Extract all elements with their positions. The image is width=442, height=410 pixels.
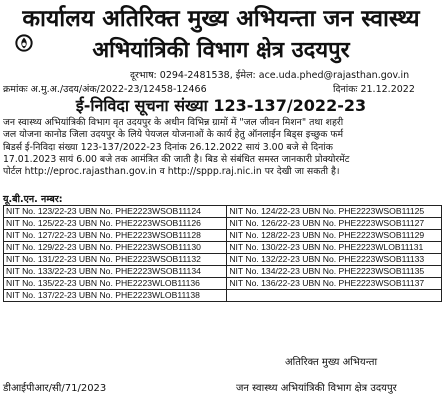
signatory-title: अतिरिक्त मुख्य अभियन्ता xyxy=(285,357,378,368)
table-cell: NIT No. 134/22-23 UBN No. PHE2223WSOB11135 xyxy=(227,266,442,278)
table-row xyxy=(4,230,442,242)
table-cell: NIT No. 131/22-23 UBN No. PHE2223WSOB11132 xyxy=(4,254,227,266)
notice-body-line: जल योजना कानोड जिला उदयपुर के लिये पेयजल योजनाओं के कार्य हेतु ऑनलाईन बिड्स इच्छुक फर्म xyxy=(3,129,344,141)
notice-body-line: बिडर्स ई-निविदा संख्या 123-137/2022-23 दिनांक 26.12.2022 सायं 3.00 बजे से दिनांक xyxy=(3,141,333,153)
ubn-heading: यू.बी.एन. नम्बर: xyxy=(3,194,63,205)
table-cell: NIT No. 130/22-23 UBN No. PHE2223WLOB11131 xyxy=(227,242,442,254)
table-cell: NIT No. 137/22-23 UBN No. PHE2223WLOB11138 xyxy=(4,290,227,302)
table-row xyxy=(4,278,442,290)
table-cell: NIT No. 124/22-23 UBN No. PHE2223WSOB11125 xyxy=(227,206,442,218)
table-cell xyxy=(227,290,442,302)
table-cell: NIT No. 123/22-23 UBN No. PHE2223WSOB11124 xyxy=(4,206,227,218)
table-cell: NIT No. 126/22-23 UBN No. PHE2223WSOB11127 xyxy=(227,218,442,230)
reference-number: क्रमांकः अ.मु.अ./उदय/अंक/2022-23/12458-12466 xyxy=(3,84,207,95)
contact-info: दूरभाष: 0294-2481538, ईमेल: ace.uda.phed@rajasthan.gov.in xyxy=(130,70,410,81)
table-cell: NIT No. 132/22-23 UBN No. PHE2223WSOB11133 xyxy=(227,254,442,266)
table-cell: NIT No. 135/22-23 UBN No. PHE2223WLOB11136 xyxy=(4,278,227,290)
table-row xyxy=(4,206,442,218)
notice-body-line: जन स्वास्थ्य अभियांत्रिकी विभाग वृत उदयपुर के अधीन विभिन्न ग्रामों में "जल जीवन मिशन" तथा शहरी xyxy=(3,117,344,128)
table-cell: NIT No. 125/22-23 UBN No. PHE2223WSOB11126 xyxy=(4,218,227,230)
table-row xyxy=(4,290,442,302)
table-cell: NIT No. 133/22-23 UBN No. PHE2223WSOB11134 xyxy=(4,266,227,278)
reference-line xyxy=(3,83,439,96)
table-cell: NIT No. 136/22-23 UBN No. PHE2223WSOB11137 xyxy=(227,278,442,290)
table-row xyxy=(4,266,442,278)
notice-body xyxy=(3,117,442,178)
table-cell: NIT No. 128/22-23 UBN No. PHE2223WSOB11129 xyxy=(227,230,442,242)
tender-notice-title: ई-निविदा सूचना संख्या 123-137/2022-23 xyxy=(75,96,367,115)
notice-body-line: पोर्टल http://eproc.rajasthan.gov.in व http://sppp.raj.nic.in पर देखी जा सकती है। xyxy=(3,166,340,178)
table-cell: NIT No. 129/22-23 UBN No. PHE2223WSOB11130 xyxy=(4,242,227,254)
dipr-reference: डीआईपीआर/सी/71/2023 xyxy=(3,383,107,394)
table-row xyxy=(4,218,442,230)
ubn-table xyxy=(3,205,442,302)
notice-body-line: 17.01.2023 सायं 6.00 बजे तक आमंत्रित की जाती है। बिड से संबंधित समस्त जानकारी प्रोक्योरमेंट xyxy=(3,153,350,165)
signatory-department: जन स्वास्थ्य अभियांत्रिकी विभाग क्षेत्र उदयपुर xyxy=(236,383,397,394)
department-title: अभियांत्रिकी विभाग क्षेत्र उदयपुर xyxy=(92,38,350,63)
notice-date: दिनांकः 21.12.2022 xyxy=(333,84,415,95)
table-cell: NIT No. 127/22-23 UBN No. PHE2223WSOB11128 xyxy=(4,230,227,242)
table-row xyxy=(4,254,442,266)
table-row xyxy=(4,242,442,254)
office-title: कार्यालय अतिरिक्त मुख्य अभियन्ता जन स्वास्थ्य xyxy=(22,6,420,32)
